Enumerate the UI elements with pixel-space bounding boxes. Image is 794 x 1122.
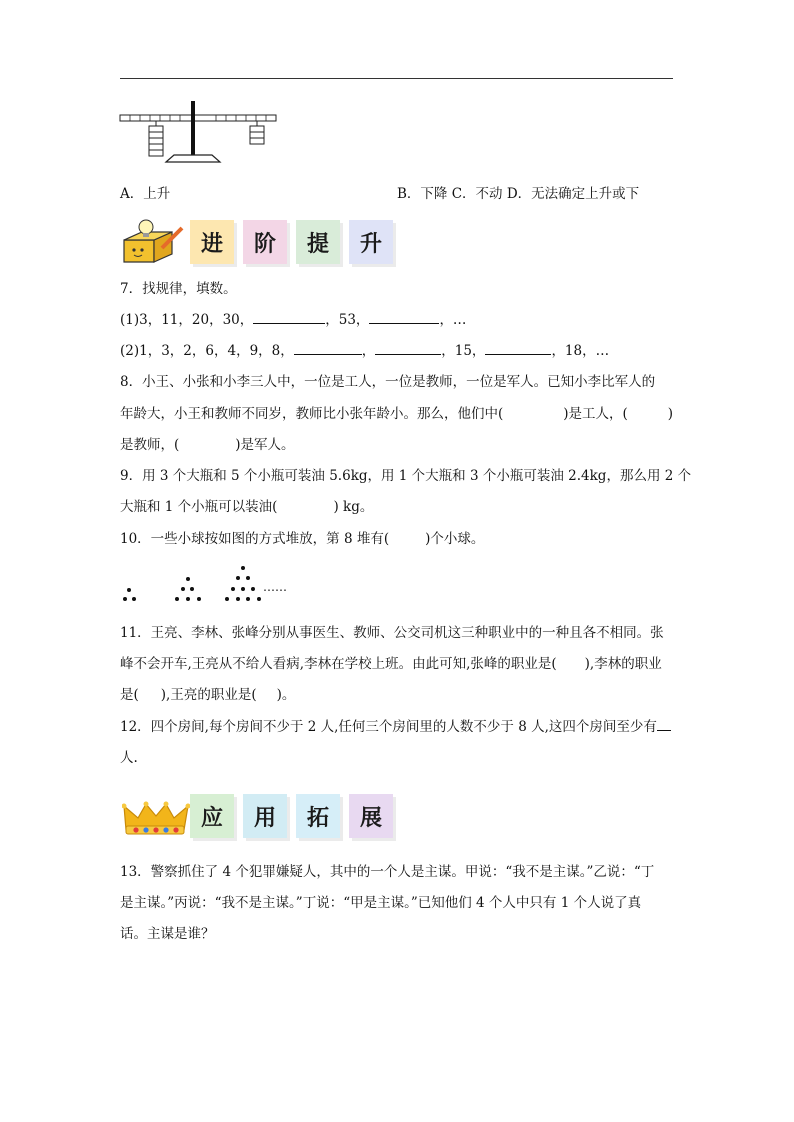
- banner-tile-1: 应: [190, 794, 234, 838]
- ball: [241, 566, 245, 570]
- q7-line1: [120, 311, 466, 330]
- q7-line2-sep: ，: [361, 343, 376, 359]
- banner-tile-3: 提: [296, 220, 340, 264]
- q10-text-b: )个小球。: [425, 531, 485, 547]
- banner-tile-4: 展: [349, 794, 393, 838]
- banner-application: [120, 790, 410, 842]
- q8-line1: 8．小王、小张和小李三人中，一位是工人，一位是教师，一位是军人。已知小李比军人的: [120, 374, 656, 390]
- q9-line2: [120, 498, 373, 517]
- ball: [132, 597, 136, 601]
- banner-tile-4: 升: [349, 220, 393, 264]
- ball: [257, 597, 261, 601]
- answer-blank[interactable]: [485, 342, 551, 355]
- option-a: A．上升: [120, 186, 171, 202]
- ball: [181, 587, 185, 591]
- q12-line1-text: 12．四个房间,每个房间不少于 2 人,任何三个房间里的人数不少于 8 人,这四个房间至少有: [120, 719, 657, 735]
- q7-line2-mid: ，15，: [441, 343, 486, 359]
- q11-line2b: ),李林的职业: [584, 656, 662, 672]
- ball: [186, 577, 190, 581]
- q8-line2b: )是工人，(: [563, 406, 628, 422]
- answer-blank[interactable]: [657, 718, 671, 731]
- q13-line2: 是主谋。”丙说：“我不是主谋。”丁说：“甲是主谋。”已知他们 4 个人中只有 1 个人说了真: [120, 895, 642, 911]
- q9-line2a: 大瓶和 1 个小瓶可以装油(: [120, 499, 278, 515]
- q7-line1-prefix: (1)3，11，20，30，: [120, 312, 254, 328]
- ball: [225, 597, 229, 601]
- options-bcd: B．下降 C．不动 D．无法确定上升或下: [397, 186, 640, 202]
- pile-ellipsis: ……: [263, 580, 287, 594]
- q7-line2-end: ，18，…: [551, 343, 610, 359]
- banner-tile-3: 拓: [296, 794, 340, 838]
- ball: [236, 576, 240, 580]
- q11-line1: 11．王亮、李林、张峰分别从事医生、教师、公交司机这三种职业中的一种且各不相同。张: [120, 625, 664, 641]
- banner-tile-2: 阶: [243, 220, 287, 264]
- q8-line2c: ): [667, 406, 673, 422]
- q9-line1: 9．用 3 个大瓶和 5 个小瓶可装油 5.6kg，用 1 个大瓶和 3 个小瓶可装油 2.4kg，那么用 2 个: [120, 468, 692, 484]
- q12-line2: 人.: [120, 750, 138, 766]
- crown-icon: [122, 800, 190, 836]
- q11-line3: [120, 686, 295, 705]
- q7-title: 7．找规律，填数。: [120, 281, 237, 297]
- answer-blank[interactable]: [253, 311, 325, 324]
- q7-line1-mid: ，53，: [325, 312, 370, 328]
- ball: [175, 597, 179, 601]
- ball: [186, 597, 190, 601]
- q8-line3a: 是教师，(: [120, 437, 180, 453]
- answer-blank[interactable]: [375, 342, 441, 355]
- q7-line1-end: ，…: [439, 312, 467, 328]
- q13-line3: 话。主谋是谁？: [120, 926, 215, 942]
- q8-line3b: )是军人。: [235, 437, 295, 453]
- q12-line1: [120, 718, 671, 737]
- answer-blank[interactable]: [369, 311, 439, 324]
- answer-blank[interactable]: [294, 342, 362, 355]
- banner-tile-2: 用: [243, 794, 287, 838]
- lightbulb-box-icon: [120, 218, 186, 266]
- q11-line3c: )。: [276, 687, 296, 703]
- q9-line2b: ) kg。: [333, 499, 374, 515]
- q11-line3b: ),王亮的职业是(: [160, 687, 257, 703]
- q13-line1: 13．警察抓住了 4 个犯罪嫌疑人，其中的一个人是主谋。甲说：“我不是主谋。”乙说：“丁: [120, 864, 655, 880]
- q11-line2: [120, 655, 662, 674]
- ball: [197, 597, 201, 601]
- q10-text: [120, 530, 484, 549]
- header-rule: [120, 78, 673, 79]
- q8-line2a: 年龄大，小王和教师不同岁，教师比小张年龄小。那么，他们中(: [120, 406, 504, 422]
- banner-tile-1: 进: [190, 220, 234, 264]
- q8-line2: [120, 405, 673, 424]
- ball: [231, 587, 235, 591]
- ball: [190, 587, 194, 591]
- ball: [251, 587, 255, 591]
- ball: [123, 597, 127, 601]
- balance-scale-figure: [118, 100, 280, 170]
- q11-line3a: 是(: [120, 687, 139, 703]
- q8-line3: [120, 436, 295, 455]
- q7-line2-prefix: (2)1，3，2，6，4，9，8，: [120, 343, 294, 359]
- q10-text-a: 10．一些小球按如图的方式堆放，第 8 堆有(: [120, 531, 390, 547]
- q11-line2a: 峰不会开车,王亮从不给人看病,李林在学校上班。由此可知,张峰的职业是(: [120, 656, 557, 672]
- ball: [127, 588, 131, 592]
- ball: [241, 587, 245, 591]
- q7-line2: [120, 342, 609, 361]
- ball: [246, 597, 250, 601]
- ball: [246, 576, 250, 580]
- ball: [236, 597, 240, 601]
- banner-advanced: [120, 216, 410, 268]
